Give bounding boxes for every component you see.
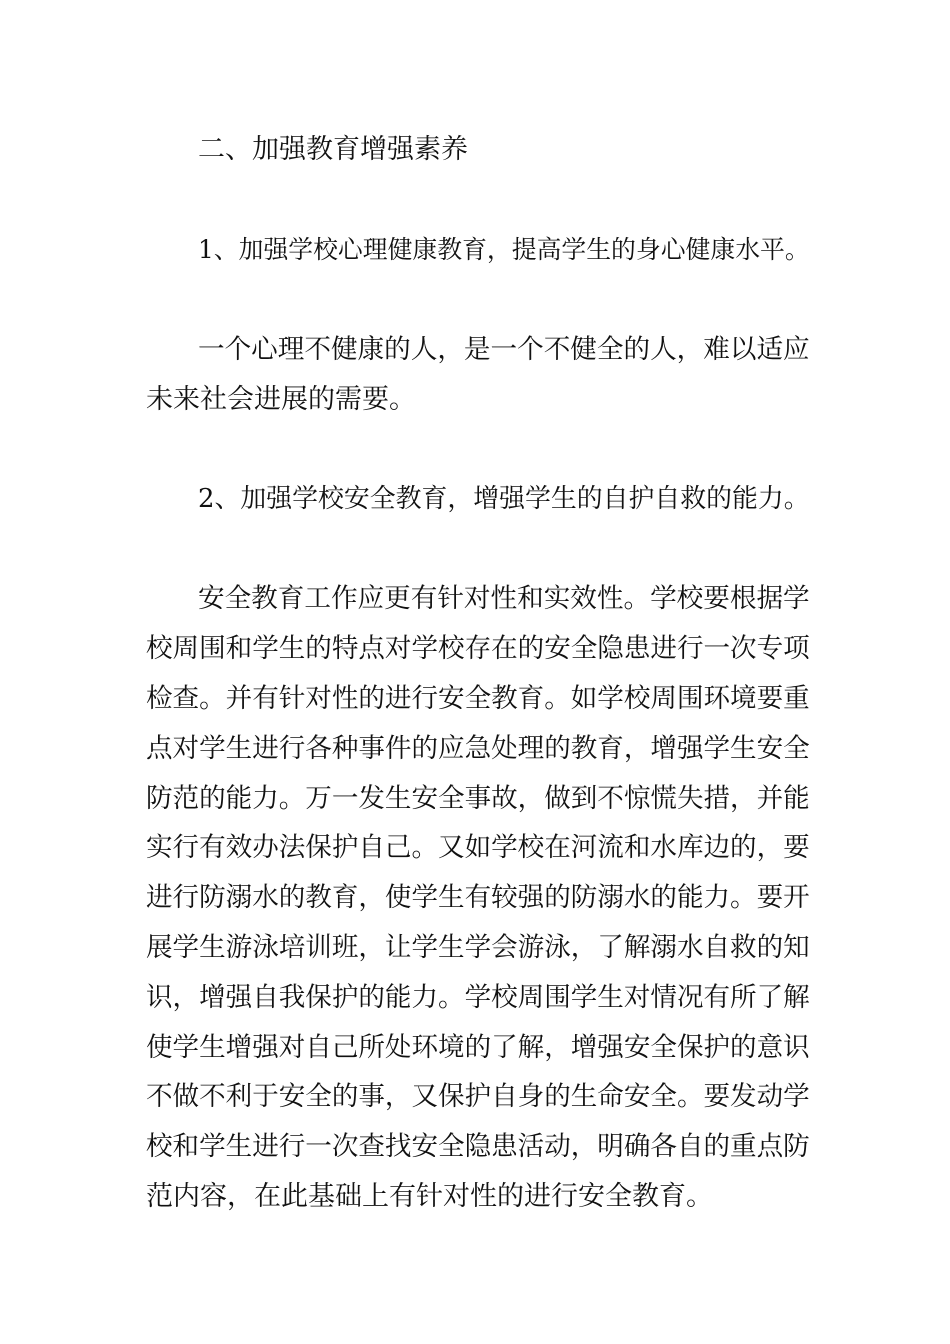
section-heading: 二、加强教育增强素养 [198,134,468,165]
item-2-body-line: 安全教育工作应更有针对性和实效性。学校要根据学 [198,583,810,614]
item-2-body-line: 使学生增强对自己所处环境的了解，增强安全保护的意识 [146,1032,810,1063]
item-2-body-line: 范内容，在此基础上有针对性的进行安全教育。 [146,1181,713,1212]
item-2-body-line: 校和学生进行一次查找安全隐患活动，明确各自的重点防 [146,1131,810,1162]
item-2-body-line: 展学生游泳培训班，让学生学会游泳，了解溺水自救的知 [146,932,810,963]
item-2-body-line: 检查。并有针对性的进行安全教育。如学校周围环境要重 [146,683,810,714]
item-2-body-line: 进行防溺水的教育，使学生有较强的防溺水的能力。要开 [146,882,810,913]
item-2-body-line: 点对学生进行各种事件的应急处理的教育，增强学生安全 [146,733,810,764]
item-1-title: 1、加强学校心理健康教育，提高学生的身心健康水平。 [198,235,810,264]
item-2-body-line: 防范的能力。万一发生安全事故，做到不惊慌失措，并能 [146,783,810,814]
item-1-body-line: 未来社会进展的需要。 [146,384,416,415]
item-2-body-line: 识，增强自我保护的能力。学校周围学生对情况有所了解 [146,982,810,1013]
item-2-body-line: 实行有效办法保护自己。又如学校在河流和水库边的，要 [146,832,810,863]
item-2-title: 2、加强学校安全教育，增强学生的自护自救的能力。 [198,484,810,514]
item-2-body-line: 不做不利于安全的事，又保护自身的生命安全。要发动学 [146,1081,810,1112]
item-1-body-line: 一个心理不健康的人，是一个不健全的人，难以适应 [198,334,810,365]
item-2-body-line: 校周围和学生的特点对学校存在的安全隐患进行一次专项 [146,633,810,664]
